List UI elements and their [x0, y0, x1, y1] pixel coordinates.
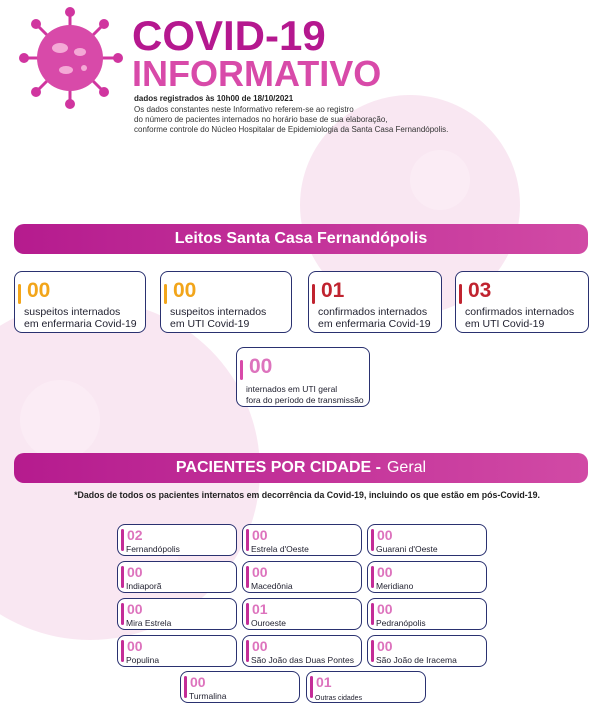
accent-bar [121, 566, 124, 588]
city-card [117, 561, 237, 593]
city-name: Pedranópolis [376, 618, 426, 628]
city-section-subtitle: Geral [386, 459, 427, 476]
bed-card-value: 00 [249, 355, 273, 378]
accent-bar [246, 603, 249, 625]
accent-bar [371, 566, 374, 588]
city-name: Ouroeste [251, 618, 286, 628]
bed-card-suspected-icu [160, 271, 292, 333]
city-card [242, 635, 362, 667]
description-line-2: do número de pacientes internados no horário base de sua elaboração, [134, 115, 388, 124]
city-card [306, 671, 426, 703]
city-name: Guarani d'Oeste [376, 544, 438, 554]
city-name: Meridiano [376, 581, 414, 591]
accent-bar [121, 529, 124, 551]
city-card [242, 561, 362, 593]
city-name: Indiaporã [126, 581, 162, 591]
city-card [242, 524, 362, 556]
bed-card-value: 00 [173, 279, 197, 302]
city-name: Mira Estrela [126, 618, 172, 628]
city-section-title: PACIENTES POR CIDADE - [175, 459, 381, 476]
city-name: Estrela d'Oeste [251, 544, 309, 554]
accent-bar [184, 676, 187, 698]
city-name: São João de Iracema [376, 655, 457, 665]
beds-section-banner [14, 224, 588, 254]
accent-bar [371, 529, 374, 551]
city-value: 00 [377, 564, 393, 580]
city-value: 01 [252, 601, 268, 617]
city-value: 00 [127, 601, 143, 617]
city-value: 00 [127, 564, 143, 580]
bed-card-value: 01 [321, 279, 345, 302]
city-value: 00 [377, 601, 393, 617]
title-informativo: INFORMATIVO [132, 53, 382, 94]
city-value: 00 [252, 638, 268, 654]
accent-bar [121, 640, 124, 662]
city-section-banner [14, 453, 588, 483]
city-card [242, 598, 362, 630]
city-card [117, 598, 237, 630]
city-value: 00 [252, 564, 268, 580]
accent-bar [312, 284, 315, 304]
title-covid: COVID-19 [132, 12, 326, 59]
city-value: 00 [377, 527, 393, 543]
city-value: 00 [190, 674, 206, 690]
accent-bar [310, 676, 313, 698]
city-name: Macedônia [251, 581, 293, 591]
city-section-note: *Dados de todos os pacientes internatos em decorrência da Covid-19, incluindo os que estão em pós-Covid-19. [74, 490, 540, 500]
accent-bar [371, 603, 374, 625]
bed-card-label: suspeitos internados em enfermaria Covid-19 [24, 306, 137, 330]
bed-card-label: internados em UTI geral fora do período de transmissão [246, 384, 364, 405]
city-name: Fernandópolis [126, 544, 180, 554]
city-name: São João das Duas Pontes [251, 655, 355, 665]
bed-card-suspected-ward [14, 271, 146, 333]
accent-bar [246, 566, 249, 588]
accent-bar [371, 640, 374, 662]
bed-card-label: confirmados internados em UTI Covid-19 [465, 306, 575, 330]
city-value: 00 [252, 527, 268, 543]
city-name: Turmalina [189, 691, 227, 701]
description-line-3: conforme controle do Núcleo Hospitalar de Epidemiologia da Santa Casa Fernandópolis. [134, 125, 449, 134]
bed-card-value: 03 [468, 279, 492, 302]
city-card [367, 524, 487, 556]
accent-bar [459, 284, 462, 304]
city-card [367, 635, 487, 667]
city-value: 02 [127, 527, 143, 543]
city-card [367, 561, 487, 593]
bed-card-confirmed-icu [455, 271, 589, 333]
city-name: Outras cidades [315, 695, 363, 702]
beds-section-title: Leitos Santa Casa Fernandópolis [174, 230, 428, 247]
city-value: 00 [377, 638, 393, 654]
date-line: dados registrados às 10h00 de 18/10/2021 [134, 94, 294, 103]
description-line-1: Os dados constantes neste Informativo referem-se ao registro [134, 105, 354, 114]
accent-bar [18, 284, 21, 304]
city-value: 01 [316, 674, 332, 690]
city-card [367, 598, 487, 630]
virus-logo-icon [14, 6, 126, 110]
bed-card-general-icu [236, 347, 370, 407]
bed-card-label: suspeitos internados em UTI Covid-19 [170, 306, 267, 330]
city-card [117, 635, 237, 667]
bed-card-value: 00 [27, 279, 51, 302]
bed-card-confirmed-ward [308, 271, 442, 333]
city-name: Populina [126, 655, 160, 665]
accent-bar [164, 284, 167, 304]
accent-bar [246, 640, 249, 662]
bed-card-label: confirmados internados em enfermaria Covid-19 [318, 306, 431, 330]
city-card [117, 524, 237, 556]
accent-bar [246, 529, 249, 551]
accent-bar [240, 360, 243, 380]
city-card [180, 671, 300, 703]
accent-bar [121, 603, 124, 625]
city-value: 00 [127, 638, 143, 654]
